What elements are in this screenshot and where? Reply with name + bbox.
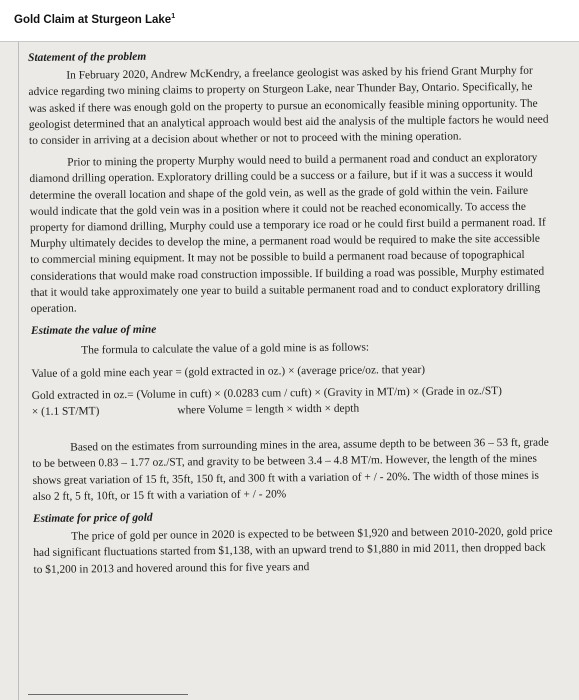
formula-gold-conversion: × (1.1 ST/MT) bbox=[31, 405, 100, 419]
estimates-paragraph: Based on the estimates from surrounding mines in the area, assume depth to be between 36 – 53 ft, grade to be between 0.83 – 1.77 oz./ST, and gravity to be between 3.4 – 4.8 MT/m. However, the length of the mines shows great variation of 15 ft, 35ft, 150 ft, and 300 ft with a variation of + / - 20%. The width of those mines is also 2 ft, 5 ft, 10ft, or 15 ft with a variation of + / - 20% bbox=[32, 436, 549, 503]
formula-volume-definition: where Volume = length × width × depth bbox=[177, 402, 360, 417]
problem-heading: Statement of the problem bbox=[28, 50, 147, 64]
formula-intro: The formula to calculate the value of a gold mine is as follows: bbox=[81, 341, 370, 357]
document-body bbox=[28, 39, 554, 584]
price-paragraph: The price of gold per ounce in 2020 is expected to be between $1,920 and between 2010-2020, gold price had significant fluctuations started from $1,138, with an upward trend to $1,880 in mid 2011, then dropped back to $1,200 in 2013 and hovered around this for five years and bbox=[33, 525, 553, 576]
value-heading: Estimate the value of mine bbox=[30, 323, 157, 338]
price-heading: Estimate for price of gold bbox=[32, 511, 153, 526]
formula-gold-extracted bbox=[32, 382, 552, 420]
footnote-mark: 1 bbox=[171, 13, 176, 20]
formula-value: Value of a gold mine each year = (gold extracted in oz.) × (average price/oz. that year) bbox=[31, 363, 426, 380]
document-title: Gold Claim at Sturgeon Lake$^1$ bbox=[14, 13, 176, 26]
document-header bbox=[0, 0, 579, 42]
footnote-divider bbox=[28, 694, 188, 695]
formula-gold-line-1: Gold extracted in oz.= (Volume in cuft) × (0.0283 cum / cuft) × (Gravity in MT/m) × (Grade in oz./ST) bbox=[31, 384, 502, 402]
problem-paragraph-2: Prior to mining the property Murphy would need to build a permanent road and conduct an exploratory diamond drilling operation. Exploratory drilling could be a success or a failure, but if it was a success it would determine the overall location and shape of the gold vein, as well as the grade of gold within the vein. Failure would indicate that the gold vein was in a position where it could not be reached economically. To access the property for diamond drilling, Murphy could use a temporary ice road or he could first build a permanent road. If Murphy ultimately decides to develop the mine, a permanent road would be required to make the site accessible to commercial mining equipment. It may not be possible to build a permanent road because of topographical considerations that would make road construction impossible. If building a road was possible, Murphy estimated that it would take approximately one year to build a suitable permanent road and to conduct exploratory drilling operation. bbox=[29, 151, 546, 316]
problem-paragraph-1: In February 2020, Andrew McKendry, a freelance geologist was asked by his friend Grant Murphy for advice regarding two mining claims to property on Sturgeon Lake, near Thunder Bay, Ontario. Specifically, he was asked if there was enough gold on the property to pursue an economically feasible mining opportunity. The geologist determined that an analytical approach would best aid the analysis of the multiple factors he would need to consider in arriving at a decision about whether or not to proceed with the mining operation. bbox=[28, 64, 549, 148]
